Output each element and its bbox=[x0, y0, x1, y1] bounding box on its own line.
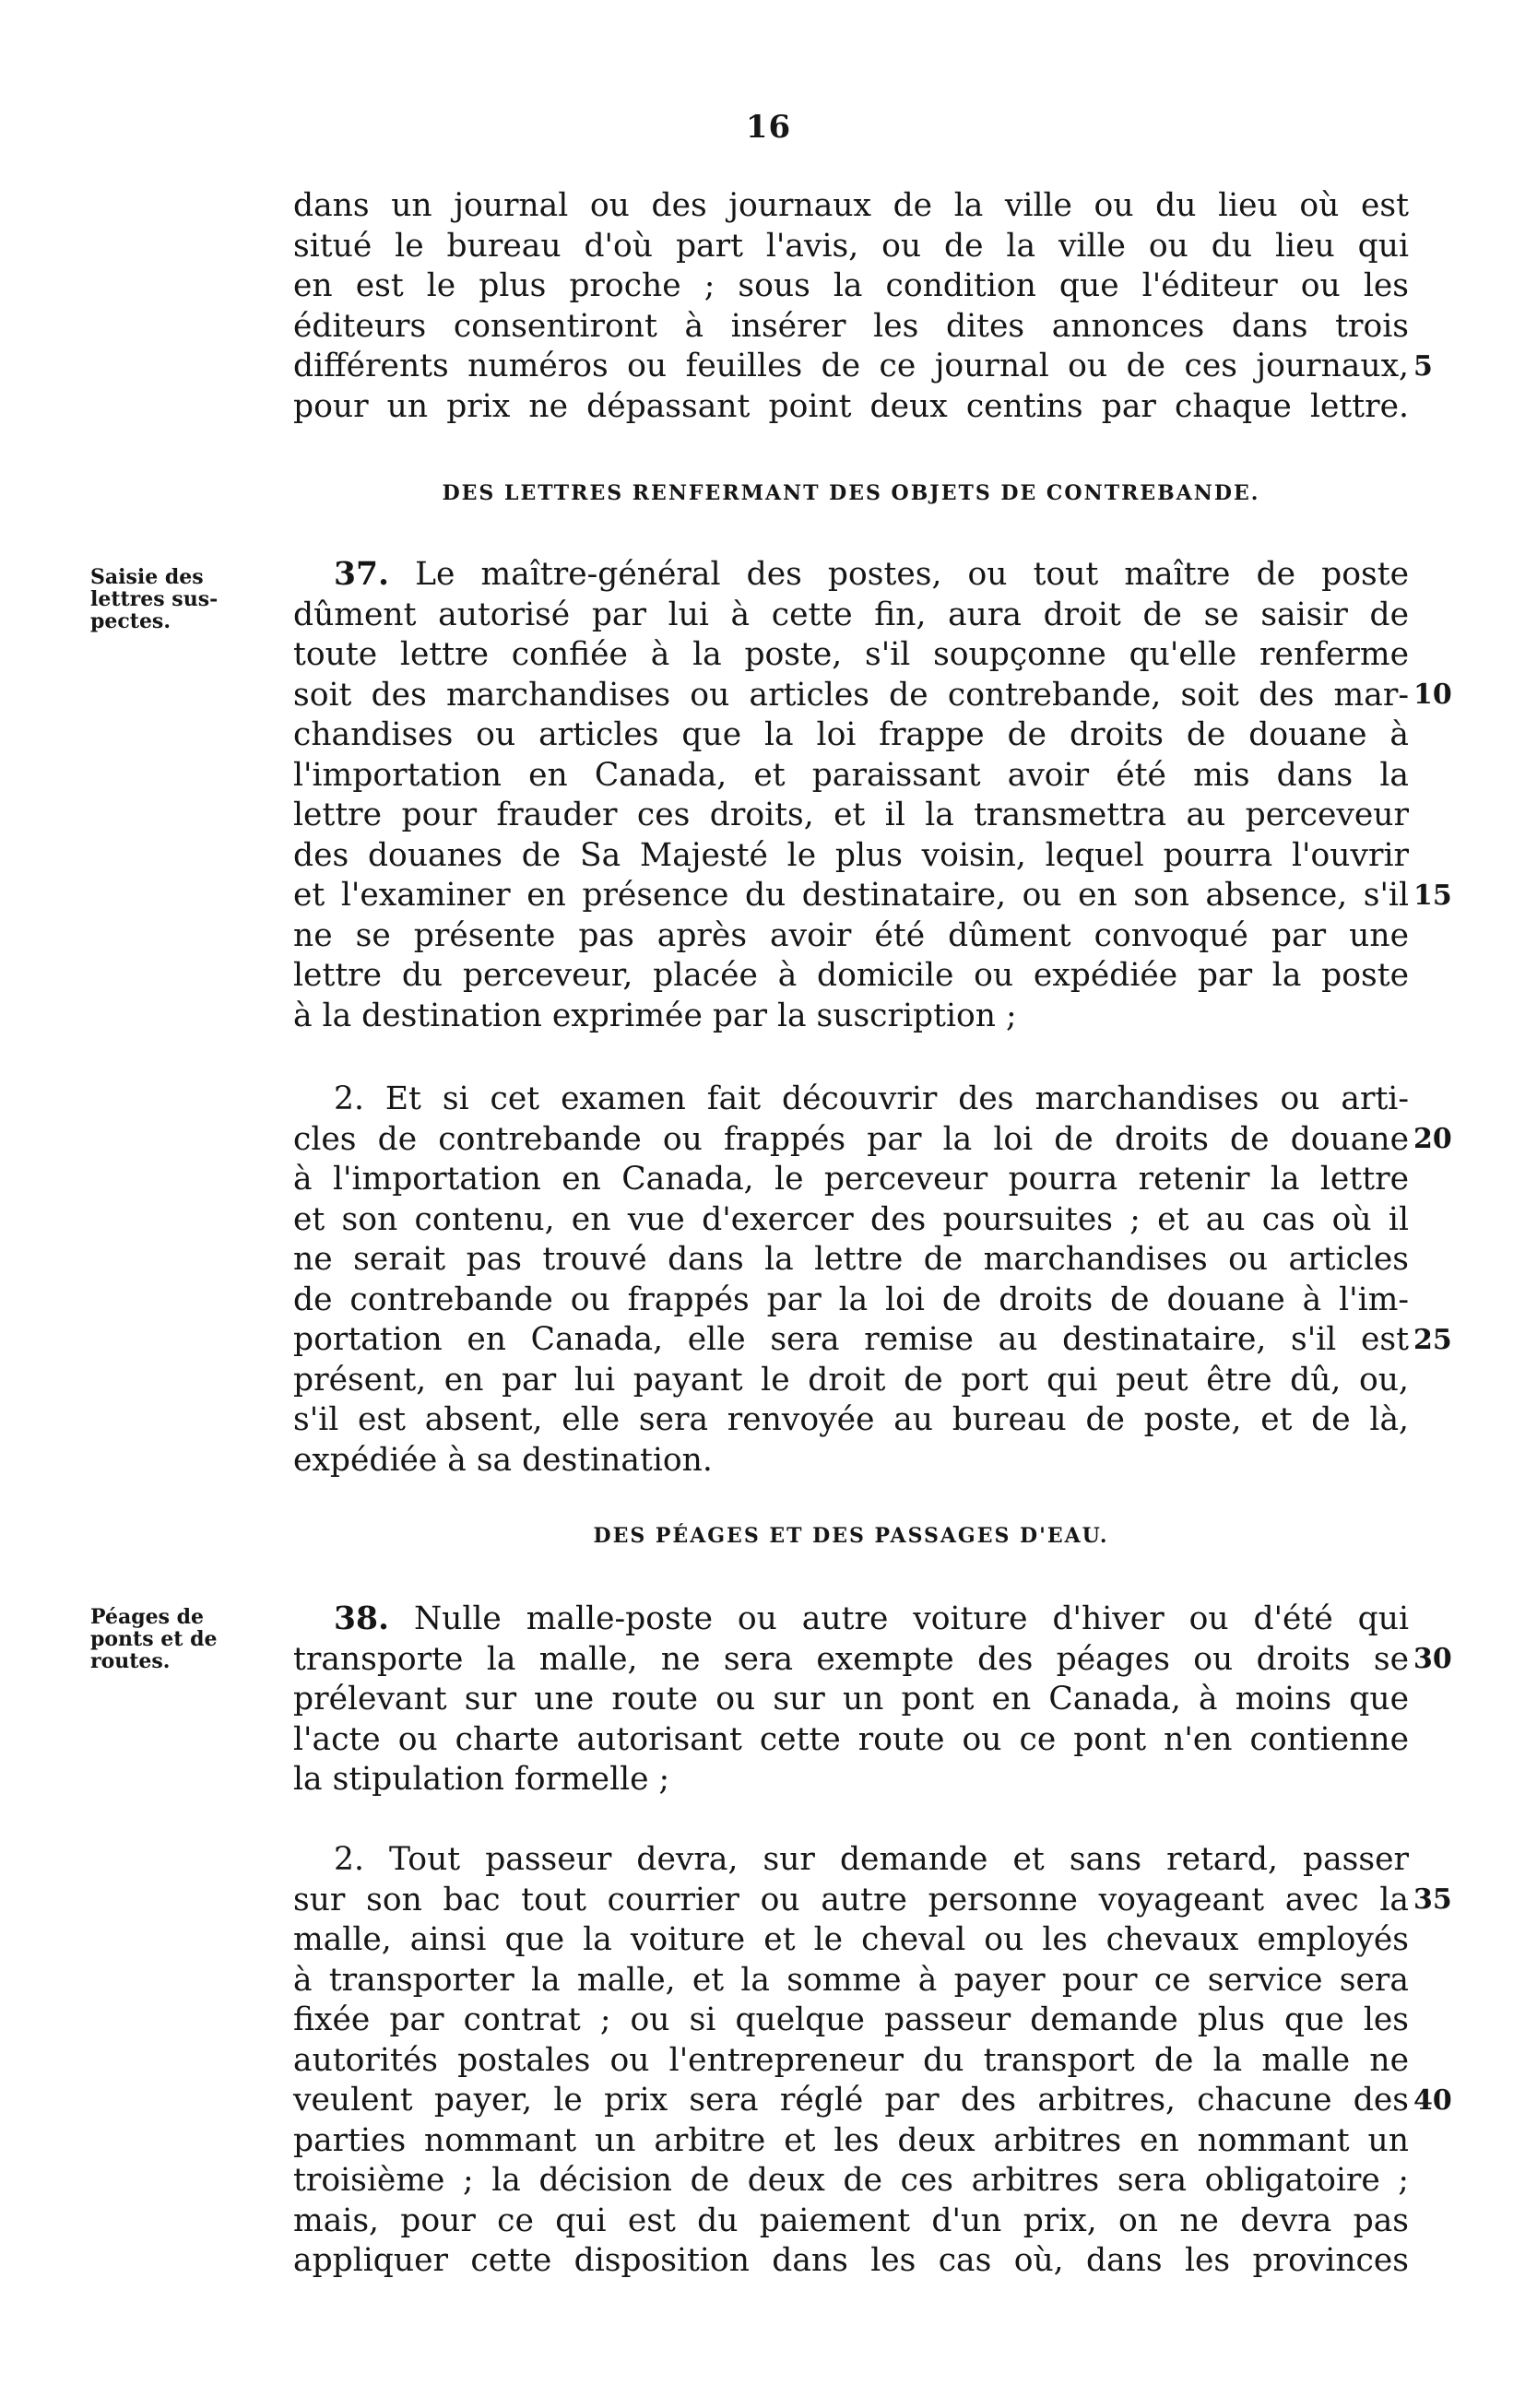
text-line: appliquer cette disposition dans les cas où, dans les provinces bbox=[293, 2242, 1409, 2279]
text-line: la stipulation formelle ; bbox=[293, 1761, 670, 1798]
section-37-paragraph-2 bbox=[293, 1080, 1409, 1481]
margin-note-line: ponts et de bbox=[90, 1627, 218, 1651]
line-number: 30 bbox=[1413, 1643, 1452, 1675]
line-number: 40 bbox=[1413, 2084, 1452, 2117]
text-line-content: Le maître-général des postes, ou tout maître de poste bbox=[415, 556, 1409, 593]
text-line: s'il est absent, elle sera renvoyée au bureau de poste, et de là, bbox=[293, 1401, 1409, 1438]
text-line: mais, pour ce qui est du paiement d'un prix, on ne devra pas bbox=[293, 2201, 1409, 2239]
text-line: sur son bac tout courrier ou autre personne voyageant avec la bbox=[293, 1881, 1409, 1918]
text-line: troisième ; la décision de deux de ces arbitres sera obligatoire ; bbox=[293, 2162, 1409, 2199]
text-line: cles de contrebande ou frappés par la loi de droits de douane bbox=[293, 1120, 1409, 1158]
text-line: l'acte ou charte autorisant cette route ou ce pont n'en contienne bbox=[293, 1720, 1409, 1758]
text-line: portation en Canada, elle sera remise au destinataire, s'il est bbox=[293, 1321, 1409, 1358]
text-line: ne serait pas trouvé dans la lettre de marchandises ou articles bbox=[293, 1241, 1409, 1278]
text-line: dûment autorisé par lui à cette fin, aura droit de se saisir de bbox=[293, 596, 1409, 633]
text-line: l'importation en Canada, et paraissant avoir été mis dans la bbox=[293, 756, 1409, 794]
line-number: 10 bbox=[1413, 679, 1452, 711]
text-line: chandises ou articles que la loi frappe de droits de douane à bbox=[293, 716, 1409, 753]
text-line: dans un journal ou des journaux de la ville ou du lieu où est bbox=[293, 187, 1409, 224]
text-line: soit des marchandises ou articles de contrebande, soit des mar- bbox=[293, 676, 1409, 714]
margin-note-line: pectes. bbox=[90, 609, 171, 633]
text-line: prélevant sur une route ou sur un pont en Canada, à moins que bbox=[293, 1681, 1409, 1717]
text-line-content: Nulle malle-poste ou autre voiture d'hiver ou d'été qui bbox=[413, 1600, 1409, 1637]
section-38 bbox=[293, 1599, 1409, 1800]
line-number: 5 bbox=[1413, 350, 1433, 383]
margin-note-line: Péages de bbox=[90, 1605, 205, 1629]
page-number: 16 bbox=[745, 109, 792, 146]
margin-note-seizure bbox=[90, 566, 238, 632]
line-number: 35 bbox=[1413, 1883, 1452, 1916]
text-line: 2. Tout passeur devra, sur demande et sans retard, passer bbox=[334, 1841, 1409, 1878]
text-line: expédiée à sa destination. bbox=[293, 1441, 713, 1479]
text-line: transporte la malle, ne sera exempte des péages ou droits se bbox=[293, 1640, 1409, 1678]
section-heading-tolls: DES PÉAGES ET DES PASSAGES D'EAU. bbox=[593, 1524, 1109, 1548]
line-number: 20 bbox=[1413, 1123, 1452, 1155]
text-line: et l'examiner en présence du destinataire, ou en son absence, s'il bbox=[293, 877, 1409, 914]
section-37 bbox=[293, 555, 1409, 1036]
section-heading-contraband: DES LETTRES RENFERMANT DES OBJETS DE CONTREBANDE. bbox=[442, 481, 1260, 505]
text-line: pour un prix ne dépassant point deux centins par chaque lettre. bbox=[293, 387, 1409, 425]
line-number: 25 bbox=[1413, 1324, 1452, 1356]
text-line: en est le plus proche ; sous la condition que l'éditeur ou les bbox=[293, 267, 1409, 304]
text-line bbox=[293, 555, 1409, 596]
text-line: veulent payer, le prix sera réglé par des arbitres, chacune des bbox=[293, 2082, 1409, 2119]
text-line: lettre pour frauder ces droits, et il la transmettra au perceveur bbox=[293, 797, 1409, 833]
margin-note-line: routes. bbox=[90, 1649, 171, 1673]
text-line: et son contenu, en vue d'exercer des poursuites ; et au cas où il bbox=[293, 1200, 1409, 1238]
text-line: parties nommant un arbitre et les deux arbitres en nommant un bbox=[293, 2121, 1409, 2159]
text-line: des douanes de Sa Majesté le plus voisin, lequel pourra l'ouvrir bbox=[293, 836, 1409, 874]
text-line: présent, en par lui payant le droit de port qui peut être dû, ou, bbox=[293, 1361, 1409, 1399]
text-line: à la destination exprimée par la suscription ; bbox=[293, 997, 1017, 1034]
margin-note-line: Saisie des bbox=[90, 565, 204, 589]
text-line: situé le bureau d'où part l'avis, ou de la ville ou du lieu qui bbox=[293, 227, 1409, 265]
text-line: éditeurs consentiront à insérer les dites annonces dans trois bbox=[293, 307, 1409, 345]
paragraph-continuation bbox=[293, 186, 1409, 427]
text-line: malle, ainsi que la voiture et le cheval ou les chevaux employés bbox=[293, 1921, 1409, 1958]
text-line: fixée par contrat ; ou si quelque passeur demande plus que les bbox=[293, 2001, 1409, 2038]
section-38-paragraph-2 bbox=[293, 1840, 1409, 2282]
margin-note-tolls bbox=[90, 1606, 238, 1672]
text-line: de contrebande ou frappés par la loi de droits de douane à l'im- bbox=[293, 1281, 1409, 1318]
text-line: 2. Et si cet examen fait découvrir des marchandises ou arti- bbox=[334, 1080, 1409, 1117]
text-line: autorités postales ou l'entrepreneur du transport de la malle ne bbox=[293, 2041, 1409, 2079]
text-line: à l'importation en Canada, le perceveur pourra retenir la lettre bbox=[293, 1161, 1409, 1198]
section-number: 37. bbox=[334, 556, 390, 593]
margin-note-line: lettres sus- bbox=[90, 587, 219, 611]
text-line: toute lettre confiée à la poste, s'il soupçonne qu'elle renferme bbox=[293, 636, 1409, 673]
text-line: lettre du perceveur, placée à domicile ou expédiée par la poste bbox=[293, 957, 1409, 994]
section-number: 38. bbox=[334, 1600, 390, 1637]
text-line bbox=[293, 1599, 1409, 1640]
text-line: ne se présente pas après avoir été dûment convoqué par une bbox=[293, 916, 1409, 954]
line-number: 15 bbox=[1413, 879, 1452, 912]
text-line: à transporter la malle, et la somme à payer pour ce service sera bbox=[293, 1961, 1409, 1999]
text-line: différents numéros ou feuilles de ce journal ou de ces journaux, bbox=[293, 348, 1409, 384]
